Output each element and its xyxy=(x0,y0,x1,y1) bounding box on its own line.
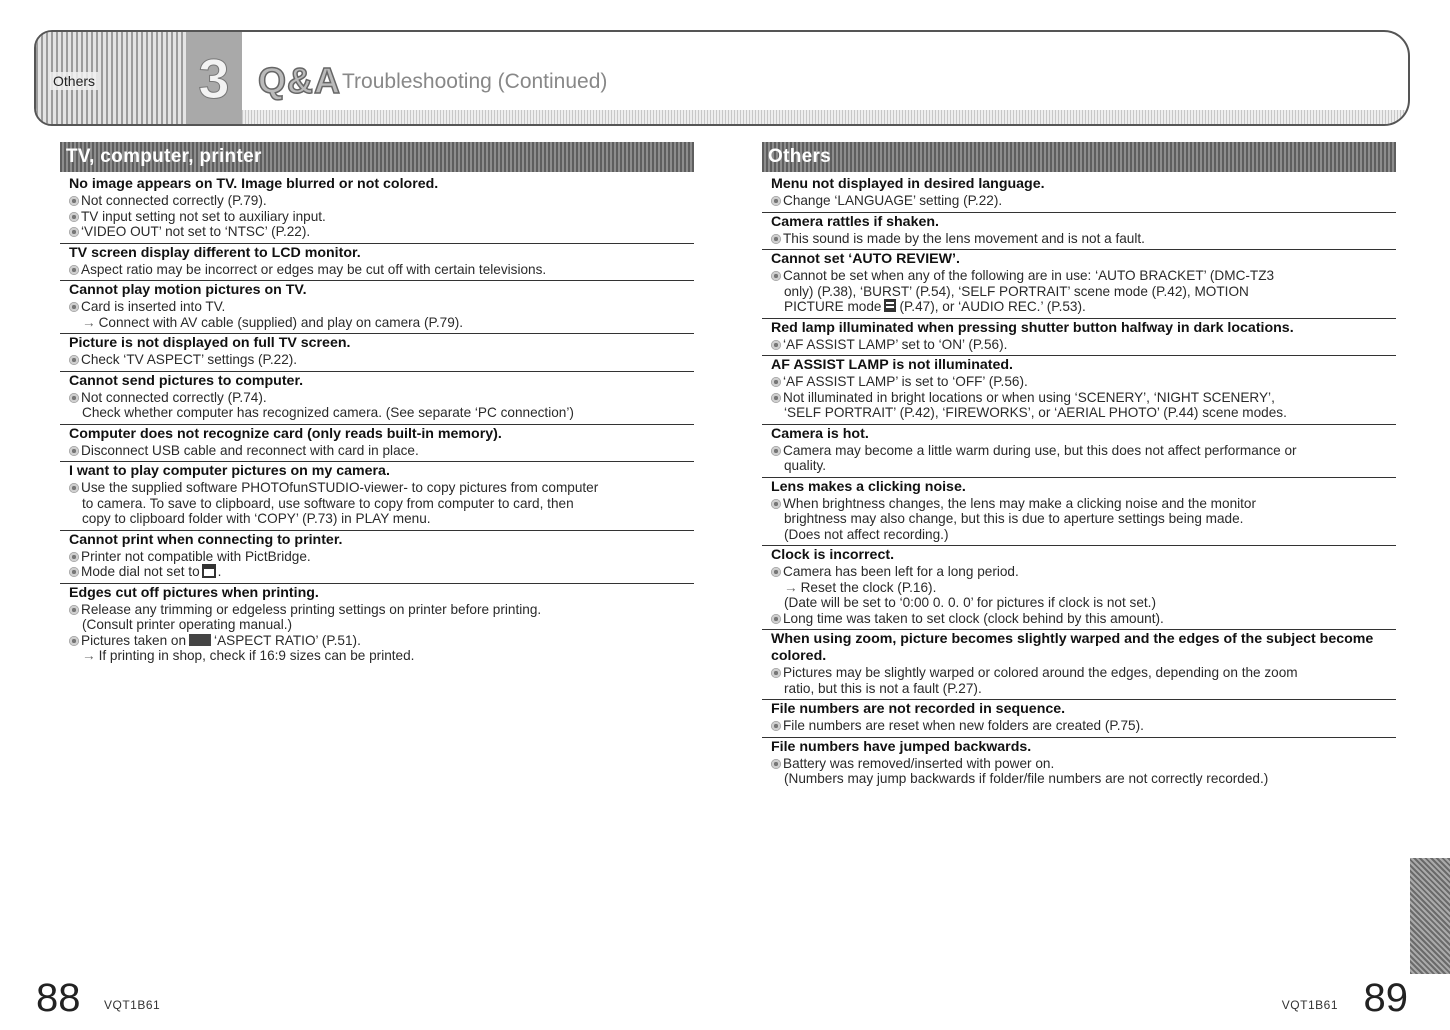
qa-item xyxy=(762,700,1396,738)
answer-line xyxy=(60,564,694,580)
answer-line xyxy=(762,458,1396,474)
answer-text: PICTURE mode xyxy=(784,299,882,314)
answer-text: Mode dial not set to xyxy=(81,564,200,579)
bullet-icon xyxy=(69,355,79,365)
page-number-right: 89 xyxy=(1363,976,1408,1020)
qa-item xyxy=(762,738,1396,790)
answer-line xyxy=(762,580,1396,596)
section-tab-label: Others xyxy=(50,72,98,90)
answer-line xyxy=(60,209,694,225)
answer-line xyxy=(762,718,1396,734)
answer-line xyxy=(762,681,1396,697)
question-heading: Red lamp illuminated when pressing shutter button halfway in dark locations. xyxy=(771,319,1294,336)
answer-line xyxy=(762,390,1396,406)
answer-text: (Consult printer operating manual.) xyxy=(82,617,293,632)
answer-text: TV input setting not set to auxiliary input. xyxy=(81,208,326,224)
answer-line xyxy=(60,315,694,331)
answer-text-cont: (P.47), or ‘AUDIO REC.’ (P.53). xyxy=(899,299,1086,314)
bullet-icon xyxy=(69,196,79,206)
answer-line xyxy=(60,299,694,315)
answer-text: Pictures taken on xyxy=(81,632,187,648)
bullet-icon xyxy=(771,567,781,577)
answer-line xyxy=(762,496,1396,512)
answer-text: Use the supplied software PHOTOfunSTUDIO-viewer- to copy pictures from computer xyxy=(81,480,599,495)
answer-text: Change ‘LANGUAGE’ setting (P.22). xyxy=(783,193,1003,208)
header-banner xyxy=(34,30,1410,126)
right-column xyxy=(762,142,1396,790)
answer-text: brightness may also change, but this is due to aperture settings being made. xyxy=(784,511,1244,526)
qa-item xyxy=(762,478,1396,547)
answer-text: Pictures may be slightly warped or colored around the edges, depending on the zoom xyxy=(783,665,1298,680)
answer-line xyxy=(762,284,1396,300)
answer-line xyxy=(762,337,1396,353)
answer-line xyxy=(60,511,694,527)
bullet-icon xyxy=(771,721,781,731)
bullet-icon xyxy=(771,446,781,456)
answer-text: File numbers are reset when new folders are created (P.75). xyxy=(783,718,1144,733)
qa-item xyxy=(60,372,694,425)
answer-line xyxy=(60,617,694,633)
answer-line xyxy=(762,299,1396,315)
answer-line xyxy=(60,224,694,240)
answer-line xyxy=(762,595,1396,611)
motion-picture-icon xyxy=(884,299,896,312)
edge-index-tab xyxy=(1410,858,1450,974)
answer-line xyxy=(762,527,1396,543)
answer-text: Battery was removed/inserted with power on. xyxy=(783,755,1055,771)
question-heading: Lens makes a clicking noise. xyxy=(771,478,966,495)
answer-text: quality. xyxy=(784,458,827,473)
answer-line xyxy=(762,374,1396,390)
answer-text: Printer not compatible with PictBridge. xyxy=(81,548,311,564)
answer-text-cont: ‘ASPECT RATIO’ (P.51). xyxy=(214,632,361,648)
bullet-icon xyxy=(771,614,781,624)
answer-text: If printing in shop, check if 16:9 sizes can be printed. xyxy=(98,648,415,663)
bullet-icon xyxy=(69,212,79,222)
answer-text: only) (P.38), ‘BURST’ (P.54), ‘SELF PORTRAIT’ scene mode (P.42), MOTION xyxy=(784,283,1249,299)
question-heading: Edges cut off pictures when printing. xyxy=(69,584,319,601)
arrow-icon: → xyxy=(82,314,96,330)
question-heading: Picture is not displayed on full TV screen. xyxy=(69,335,351,351)
qa-item xyxy=(60,531,694,584)
qa-item xyxy=(762,630,1396,700)
question-heading: File numbers are not recorded in sequence. xyxy=(771,701,1066,717)
question-heading: File numbers have jumped backwards. xyxy=(771,738,1032,755)
qa-item xyxy=(762,213,1396,251)
answer-text: ‘SELF PORTRAIT’ (P.42), ‘FIREWORKS’, or ‘AERIAL PHOTO’ (P.44) scene modes. xyxy=(784,405,1287,420)
bullet-icon xyxy=(771,759,781,769)
answer-text: ‘AF ASSIST LAMP’ set to ‘ON’ (P.56). xyxy=(783,336,1008,352)
answer-line xyxy=(762,443,1396,459)
question-heading: Menu not displayed in desired language. xyxy=(771,176,1045,192)
question-heading: Cannot send pictures to computer. xyxy=(69,372,304,389)
question-heading: Clock is incorrect. xyxy=(771,547,895,563)
page-title: Troubleshooting (Continued) xyxy=(342,70,608,93)
question-heading: No image appears on TV. Image blurred or not colored. xyxy=(69,176,439,192)
qa-item xyxy=(60,281,694,334)
answer-text: Aspect ratio may be incorrect or edges may be cut off with certain televisions. xyxy=(81,261,547,277)
answer-text: Disconnect USB cable and reconnect with card in place. xyxy=(81,442,419,458)
left-column xyxy=(60,142,694,667)
bullet-icon xyxy=(69,483,79,493)
answer-text: Not illuminated in bright locations or when using ‘SCENERY’, ‘NIGHT SCENERY’, xyxy=(783,389,1275,405)
bullet-icon xyxy=(69,605,79,615)
answer-line xyxy=(762,511,1396,527)
bullet-icon xyxy=(771,499,781,509)
qa-item xyxy=(762,250,1396,319)
answer-line xyxy=(762,611,1396,627)
answer-text: Check whether computer has recognized camera. (See separate ‘PC connection’) xyxy=(82,405,574,420)
section-heading-others xyxy=(762,142,1396,172)
qa-list-left xyxy=(60,175,694,667)
model-code-left: VQT1B61 xyxy=(104,998,161,1012)
answer-text: to camera. To save to clipboard, use software to copy from computer to card, then xyxy=(82,495,574,511)
answer-line xyxy=(762,665,1396,681)
aspect-16-9-icon xyxy=(189,634,211,646)
page-number-left: 88 xyxy=(36,976,81,1020)
chapter-number: 3 xyxy=(198,46,230,110)
answer-text: Not connected correctly (P.79). xyxy=(81,193,267,208)
answer-text: Long time was taken to set clock (clock behind by this amount). xyxy=(783,610,1164,626)
section-heading-text: TV, computer, printer xyxy=(66,146,262,167)
answer-line xyxy=(60,549,694,565)
answer-text: copy to clipboard folder with ‘COPY’ (P.73) in PLAY menu. xyxy=(82,511,431,526)
answer-line xyxy=(60,443,694,459)
answer-line xyxy=(762,193,1396,209)
section-heading-tv xyxy=(60,142,694,172)
question-heading: Cannot set ‘AUTO REVIEW’. xyxy=(771,251,960,267)
answer-line xyxy=(60,390,694,406)
answer-text: Reset the clock (P.16). xyxy=(800,579,937,595)
print-mode-icon xyxy=(202,564,216,578)
answer-text: Card is inserted into TV. xyxy=(81,299,226,314)
answer-text: Camera has been left for a long period. xyxy=(783,564,1019,579)
bullet-icon xyxy=(69,227,79,237)
question-heading: Cannot print when connecting to printer. xyxy=(69,531,343,548)
question-heading: AF ASSIST LAMP is not illuminated. xyxy=(771,357,1013,373)
answer-text: Cannot be set when any of the following are in use: ‘AUTO BRACKET’ (DMC-TZ3 xyxy=(783,268,1275,283)
model-code-right: VQT1B61 xyxy=(1281,998,1338,1012)
answer-text: Connect with AV cable (supplied) and play on camera (P.79). xyxy=(98,314,464,330)
answer-line xyxy=(60,193,694,209)
answer-line xyxy=(60,633,694,649)
qa-item xyxy=(60,175,694,244)
bullet-icon xyxy=(69,552,79,562)
answer-line xyxy=(60,602,694,618)
answer-text: Check ‘TV ASPECT’ settings (P.22). xyxy=(81,352,298,367)
bullet-icon xyxy=(69,636,79,646)
qa-item xyxy=(60,462,694,531)
question-heading: When using zoom, picture becomes slightly warped and the edges of the subject become colored. xyxy=(771,631,1374,664)
answer-line xyxy=(762,756,1396,772)
answer-line xyxy=(60,405,694,421)
qa-item xyxy=(60,584,694,667)
question-heading: Cannot play motion pictures on TV. xyxy=(69,282,307,298)
qa-list-right xyxy=(762,175,1396,790)
bullet-icon xyxy=(69,265,79,275)
question-heading: TV screen display different to LCD monitor. xyxy=(69,244,361,261)
answer-line xyxy=(762,405,1396,421)
bullet-icon xyxy=(771,196,781,206)
answer-line xyxy=(60,352,694,368)
qa-item xyxy=(762,319,1396,357)
question-heading: Computer does not recognize card (only reads built-in memory). xyxy=(69,425,502,442)
bullet-icon xyxy=(771,393,781,403)
answer-text: When brightness changes, the lens may make a clicking noise and the monitor xyxy=(783,495,1257,511)
answer-line xyxy=(762,268,1396,284)
answer-text: Not connected correctly (P.74). xyxy=(81,389,267,405)
answer-line xyxy=(762,231,1396,247)
section-heading-text: Others xyxy=(768,146,832,167)
qa-item xyxy=(762,425,1396,478)
answer-line xyxy=(762,564,1396,580)
answer-text: ratio, but this is not a fault (P.27). xyxy=(784,680,982,696)
question-heading: Camera is hot. xyxy=(771,425,869,442)
bullet-icon xyxy=(771,340,781,350)
answer-text: (Numbers may jump backwards if folder/file numbers are not correctly recorded.) xyxy=(784,771,1269,786)
answer-line xyxy=(60,480,694,496)
answer-text: This sound is made by the lens movement and is not a fault. xyxy=(783,230,1145,246)
answer-line xyxy=(60,496,694,512)
bullet-icon xyxy=(771,377,781,387)
answer-text: Release any trimming or edgeless printing settings on printer before printing. xyxy=(81,601,542,617)
answer-text: (Date will be set to ‘0:00 0. 0. 0’ for pictures if clock is not set.) xyxy=(784,595,1156,610)
answer-line xyxy=(60,648,694,664)
answer-line xyxy=(60,262,694,278)
bullet-icon xyxy=(771,271,781,281)
banner-shade xyxy=(242,110,1408,124)
qa-item xyxy=(762,356,1396,425)
question-heading: Camera rattles if shaken. xyxy=(771,213,939,230)
qa-item xyxy=(60,425,694,463)
answer-text: (Does not affect recording.) xyxy=(784,526,949,542)
bullet-icon xyxy=(69,302,79,312)
answer-line xyxy=(762,771,1396,787)
arrow-icon: → xyxy=(784,579,798,595)
arrow-icon: → xyxy=(82,648,96,663)
qa-item xyxy=(60,334,694,372)
question-heading: I want to play computer pictures on my camera. xyxy=(69,463,390,479)
answer-text: Camera may become a little warm during use, but this does not affect performance or xyxy=(783,442,1297,458)
qa-item xyxy=(762,175,1396,213)
qa-item xyxy=(60,244,694,282)
bullet-icon xyxy=(69,446,79,456)
bullet-icon xyxy=(771,234,781,244)
answer-text-cont: . xyxy=(217,564,222,579)
qa-label: Q&A xyxy=(258,60,341,101)
answer-text: ‘AF ASSIST LAMP’ is set to ‘OFF’ (P.56). xyxy=(783,374,1028,389)
bullet-icon xyxy=(69,393,79,403)
answer-text: ‘VIDEO OUT’ not set to ‘NTSC’ (P.22). xyxy=(81,224,311,239)
qa-item xyxy=(762,546,1396,630)
bullet-icon xyxy=(771,668,781,678)
bullet-icon xyxy=(69,567,79,577)
chapter-number-block xyxy=(186,32,242,124)
